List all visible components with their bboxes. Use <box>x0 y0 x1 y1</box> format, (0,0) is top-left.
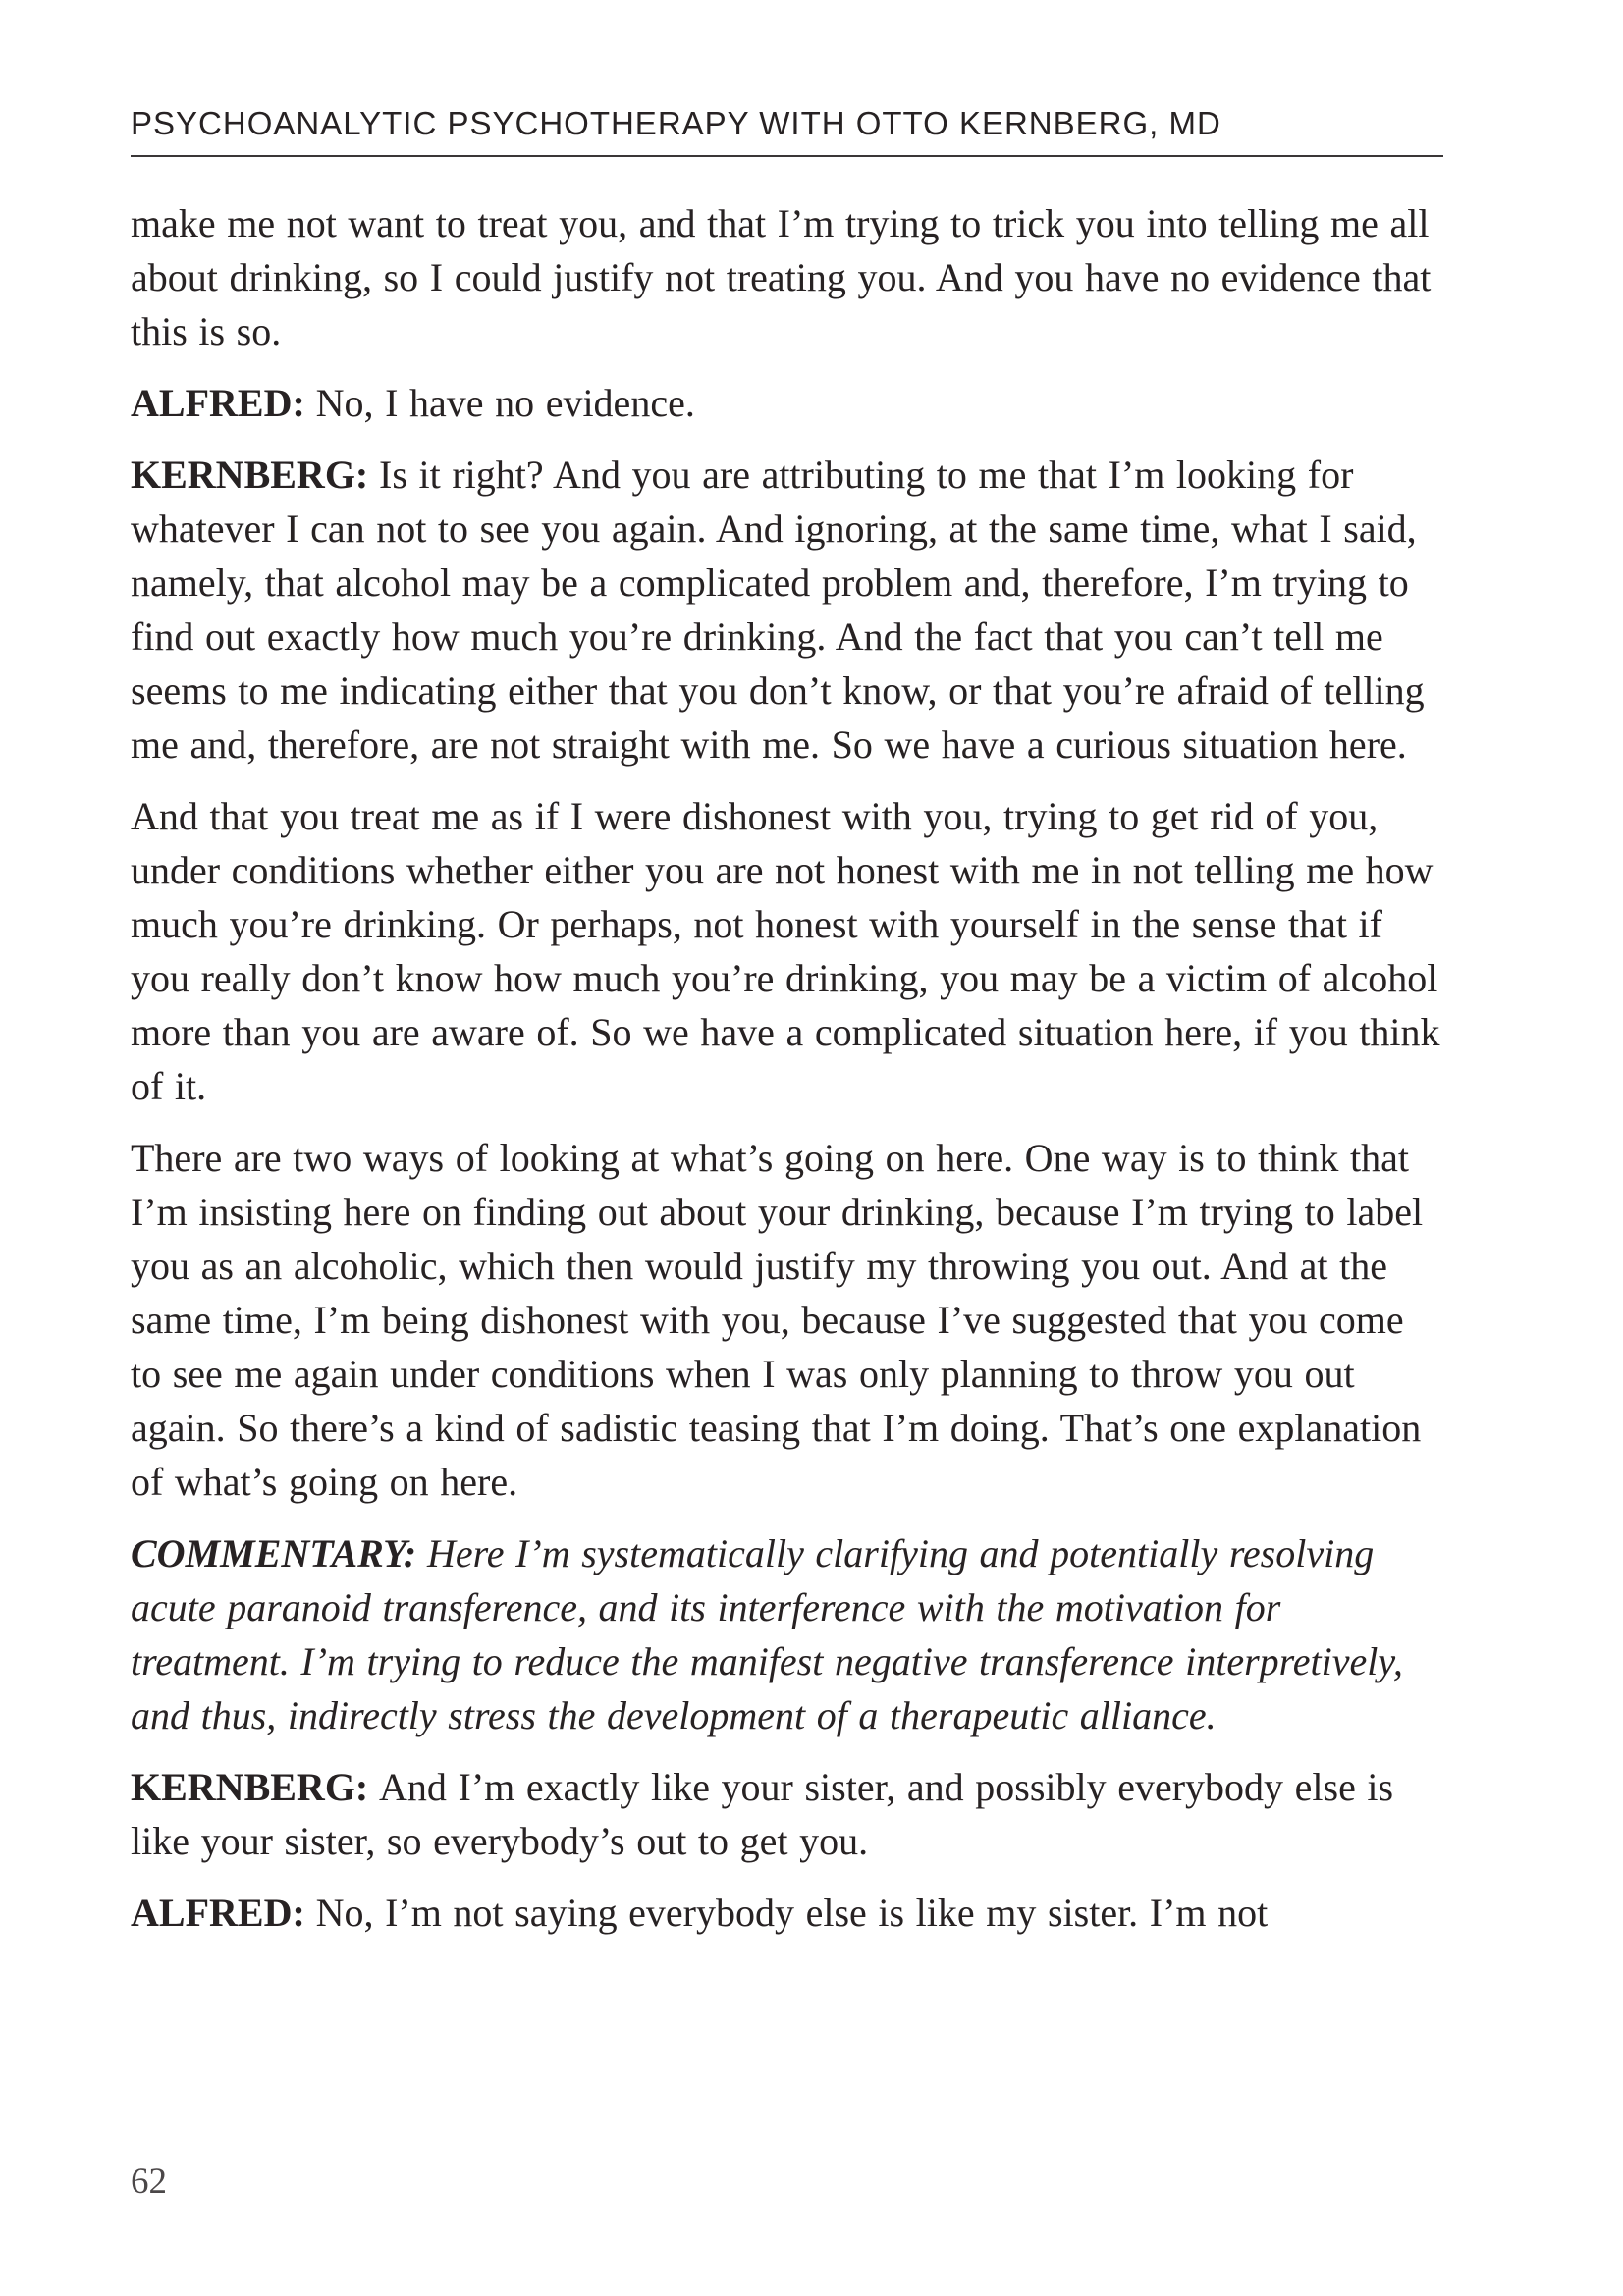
paragraph <box>131 1131 1443 1509</box>
paragraph <box>131 789 1443 1113</box>
paragraph-text: Is it right? And you are attributing to me that I’m looking for whatever I can not to see you again. And ignoring, at the same time, what I said, namely, that alcohol may be a complicated problem and, therefore, I’m trying to find out exactly how much you’re drinking. And the fact that you can’t tell me seems to me indicating either that you don’t know, or that you’re afraid of telling me and, therefore, are not straight with me. So we have a curious situation here. <box>131 453 1425 768</box>
running-head: PSYCHOANALYTIC PSYCHOTHERAPY WITH OTTO KERNBERG, MD <box>131 105 1221 141</box>
paragraph-text: No, I’m not saying everybody else is like my sister. I’m not <box>315 1891 1269 1936</box>
paragraph-text: make me not want to treat you, and that I’m trying to trick you into telling me all about drinking, so I could justify not treating you. And you have no evidence that this is so. <box>131 201 1432 354</box>
speaker-label: ALFRED: <box>131 381 305 426</box>
paragraph <box>131 1760 1443 1868</box>
paragraph <box>131 376 1443 430</box>
speaker-label: KERNBERG: <box>131 453 369 498</box>
paragraph-text: And I’m exactly like your sister, and possibly everybody else is like your sister, so everybody’s out to get you. <box>131 1765 1394 1864</box>
paragraph <box>131 1886 1443 1940</box>
header-rule <box>131 155 1443 157</box>
paragraph <box>131 1526 1443 1742</box>
paragraph-text: And that you treat me as if I were dishonest with you, trying to get rid of you, under conditions whether either you are not honest with me in not telling me how much you’re drinking. Or perhaps, not honest with yourself in the sense that if you really don’t know how much you’re drinking, you may be a victim of alcohol more than you are aware of. So we have a complicated situation here, if you think of it. <box>131 794 1440 1109</box>
speaker-label: ALFRED: <box>131 1891 305 1936</box>
paragraph <box>131 448 1443 772</box>
paragraph-text: There are two ways of looking at what’s going on here. One way is to think that I’m insisting here on finding out about your drinking, because I’m trying to label you as an alcoholic, which then would justify my throwing you out. And at the same time, I’m being dishonest with you, because I’ve suggested that you come to see me again under conditions when I was only planning to throw you out again. So there’s a kind of sadistic teasing that I’m doing. That’s one explanation of what’s going on here. <box>131 1136 1424 1505</box>
paragraph-text: No, I have no evidence. <box>315 381 695 426</box>
paragraph <box>131 196 1443 358</box>
speaker-label: KERNBERG: <box>131 1765 369 1810</box>
page-number: 62 <box>131 2162 167 2202</box>
paragraph-text: Here I’m systematically clarifying and potentially resolving acute paranoid transference, and its interference with the motivation for treatment. I’m trying to reduce the manifest negative transference interpretively, and thus, indirectly stress the development of a therapeutic alliance. <box>131 1531 1403 1738</box>
page-header <box>131 106 1443 157</box>
speaker-label: COMMENTARY: <box>131 1531 417 1576</box>
page-body <box>131 196 1443 1940</box>
